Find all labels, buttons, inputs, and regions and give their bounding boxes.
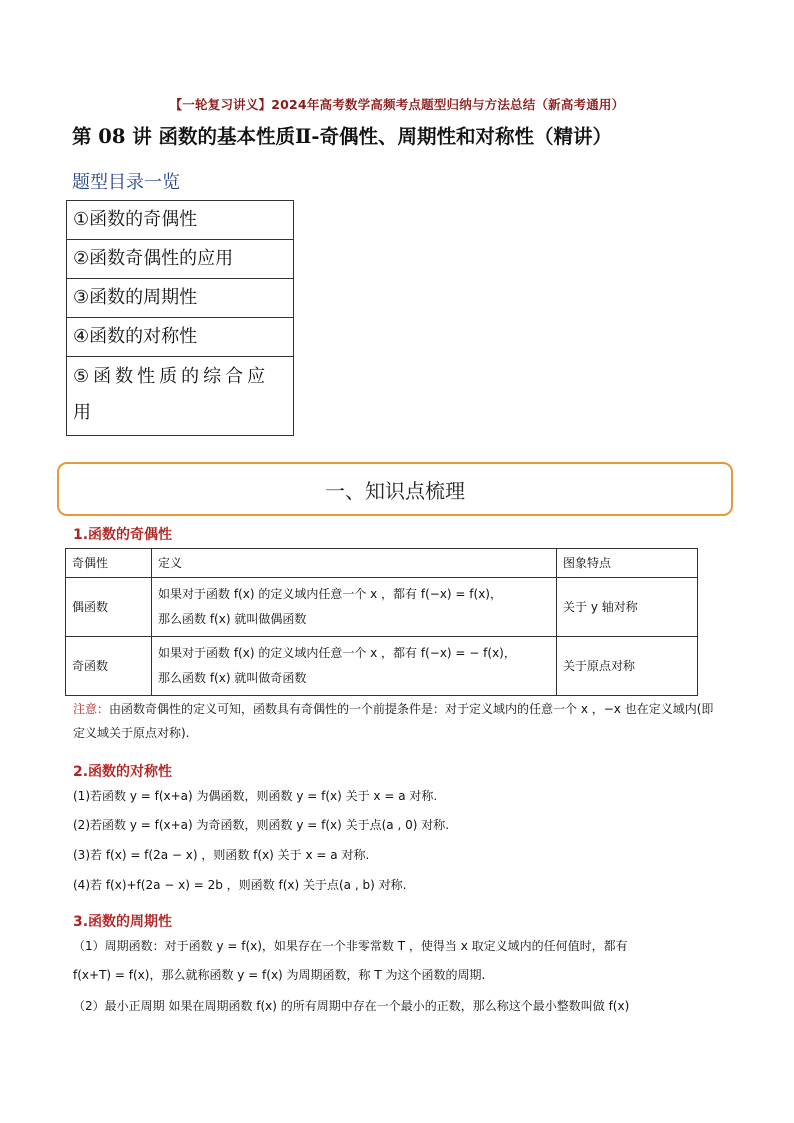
symmetry-item: (1)若函数 y = f(x+a) 为偶函数，则函数 y = f(x) 关于 x = a 对称. (73, 789, 438, 803)
parity-table (65, 548, 698, 696)
toc-item: ⑤函数性质的综合应用 (73, 366, 270, 423)
section-title-box (57, 462, 733, 516)
table-header-row (66, 549, 698, 578)
table-row (66, 637, 698, 696)
symmetry-item: (2)若函数 y = f(x+a) 为奇函数，则函数 y = f(x) 关于点(a , 0) 对称. (73, 818, 450, 832)
toc-box (66, 200, 294, 436)
table-cell-definition (152, 578, 557, 637)
definition-line: 那么函数 f(x) 就叫做奇函数 (158, 671, 307, 685)
lecture-title: 第 08 讲 函数的基本性质Ⅱ-奇偶性、周期性和对称性（精讲） (72, 125, 613, 148)
definition-line: 如果对于函数 f(x) 的定义域内任意一个 x ，都有 f(−x) = − f(x)， (158, 646, 516, 660)
toc-heading: 题型目录一览 (72, 172, 180, 193)
heading-parity: 1.函数的奇偶性 (73, 527, 173, 543)
periodicity-line: （1）周期函数：对于函数 y = f(x)，如果存在一个非零常数 T ，使得当 x 取定义域内的任何值时，都有 (73, 939, 628, 953)
toc-item: ③函数的周期性 (67, 279, 293, 318)
symmetry-item: (3)若 f(x) = f(2a − x) ，则函数 f(x) 关于 x = a 对称. (73, 848, 370, 862)
toc-item: ④函数的对称性 (67, 318, 293, 357)
toc-item: ①函数的奇偶性 (67, 201, 293, 240)
note-label: 注意： (73, 702, 110, 716)
section-title: 一、知识点梳理 (325, 478, 465, 503)
periodicity-line: （2）最小正周期 如果在周期函数 f(x) 的所有周期中存在一个最小的正数，那么称这个最小整数叫做 f(x) (73, 999, 630, 1013)
document-header: 【一轮复习讲义】2024年高考数学高频考点题型归纳与方法总结（新高考通用） (169, 97, 625, 112)
table-cell-feature: 关于 y 轴对称 (557, 578, 698, 637)
table-cell-feature: 关于原点对称 (557, 637, 698, 696)
table-header-cell: 奇偶性 (66, 549, 152, 578)
note-text: 由函数奇偶性的定义可知，函数具有奇偶性的一个前提条件是：对于定义域内的任意一个 x ，−x 也在定义域内(即定义域关于原点对称). (73, 702, 714, 740)
table-header-cell: 图象特点 (557, 549, 698, 578)
table-cell-name: 奇函数 (66, 637, 152, 696)
heading-symmetry: 2.函数的对称性 (73, 764, 173, 780)
symmetry-item: (4)若 f(x)+f(2a − x) = 2b ，则函数 f(x) 关于点(a , b) 对称. (73, 878, 407, 892)
definition-line: 如果对于函数 f(x) 的定义域内任意一个 x ，都有 f(−x) = f(x)， (158, 587, 502, 601)
table-row (66, 578, 698, 637)
heading-periodicity: 3.函数的周期性 (73, 914, 173, 930)
table-header-cell: 定义 (152, 549, 557, 578)
toc-item: ②函数奇偶性的应用 (67, 240, 293, 279)
definition-line: 那么函数 f(x) 就叫做偶函数 (158, 612, 307, 626)
table-cell-name: 偶函数 (66, 578, 152, 637)
table-cell-definition (152, 637, 557, 696)
periodicity-line: f(x+T) = f(x)，那么就称函数 y = f(x) 为周期函数，称 T 为这个函数的周期. (73, 968, 486, 982)
parity-note (73, 697, 723, 745)
